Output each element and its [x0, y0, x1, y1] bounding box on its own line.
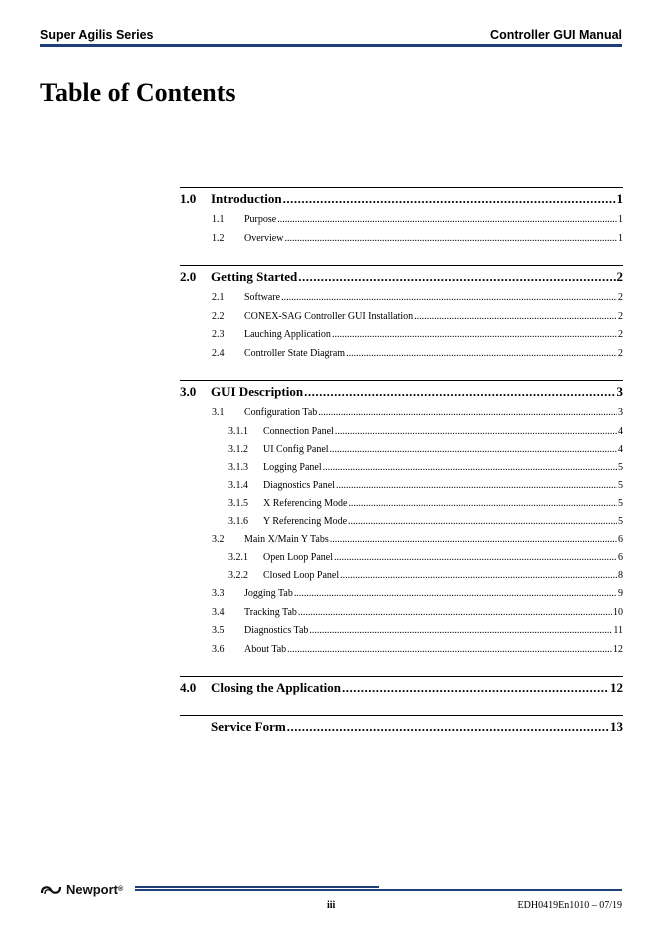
- toc-entry-title: Jogging Tab: [244, 588, 293, 599]
- toc-entry-page: 2: [618, 329, 623, 340]
- toc-dot-leader: [298, 269, 615, 285]
- toc-entry-title: Diagnostics Panel: [263, 479, 335, 491]
- toc-entry-page: 4: [618, 443, 623, 455]
- toc-entry-number: 2.3: [212, 329, 225, 340]
- newport-logo-text: Newport: [66, 882, 118, 897]
- toc-entry[interactable]: [180, 570, 623, 588]
- toc-dot-leader: [294, 588, 617, 599]
- toc-entry-page: 2: [618, 292, 623, 303]
- toc-dot-leader: [287, 644, 612, 655]
- toc-entry[interactable]: [180, 607, 623, 626]
- toc-entry-page: 6: [618, 533, 623, 545]
- toc-entry-number: 3.1.6: [228, 515, 248, 527]
- toc-entry[interactable]: [180, 498, 623, 516]
- footer-rule-upper: [135, 886, 379, 888]
- toc-entry-number: 3.6: [212, 643, 225, 655]
- toc-entry-page: 3: [618, 407, 623, 418]
- toc-dot-leader: [330, 534, 617, 545]
- toc-entry-number: 3.1.1: [228, 425, 248, 437]
- toc-entry-title: Y Referencing Mode: [263, 515, 348, 527]
- toc-entry-number: 3.1.3: [228, 461, 248, 473]
- toc-section-heading[interactable]: [180, 719, 623, 740]
- toc-dot-leader: [346, 348, 617, 359]
- toc-entry-title: Diagnostics Tab: [244, 625, 309, 636]
- toc-entry-number: 3.1.5: [228, 497, 248, 509]
- toc-entry-page: 5: [618, 461, 623, 473]
- toc-entry-page: 4: [618, 425, 623, 437]
- toc-entry[interactable]: [180, 311, 623, 330]
- toc-entry-page: 5: [618, 479, 623, 491]
- toc-entry-number: 1.2: [212, 232, 225, 244]
- toc-entry-title: Open Loop Panel: [263, 552, 333, 563]
- toc-entry-number: 3.5: [212, 625, 225, 636]
- toc-entry-page: 5: [618, 515, 623, 527]
- toc-section-heading[interactable]: [180, 680, 623, 701]
- toc-dot-leader: [348, 498, 617, 509]
- toc-entry[interactable]: [180, 292, 623, 311]
- footer-page-number: iii: [327, 900, 336, 911]
- toc-section: [180, 676, 623, 701]
- toc-entry-number: 2.0: [180, 269, 197, 284]
- toc-entry-title: Introduction: [211, 191, 282, 206]
- toc-entry[interactable]: [180, 214, 623, 233]
- toc-entry[interactable]: [180, 588, 623, 607]
- toc-entry[interactable]: [180, 233, 623, 252]
- toc-entry-number: 3.4: [212, 606, 225, 618]
- toc-section: [180, 187, 623, 251]
- toc-entry[interactable]: [180, 462, 623, 480]
- toc-section: [180, 380, 623, 662]
- toc-entry-title: Service Form: [211, 719, 286, 734]
- toc-entry-number: 3.1.2: [228, 443, 248, 455]
- toc-dot-leader: [330, 444, 617, 455]
- toc-entry-number: 1.0: [180, 191, 197, 206]
- toc-dot-leader: [284, 233, 617, 244]
- toc-dot-leader: [304, 384, 615, 400]
- toc-entry-title: Lauching Application: [244, 329, 331, 340]
- toc-entry-page: 12: [610, 680, 623, 695]
- toc-dot-leader: [298, 607, 612, 618]
- toc-entry-page: 6: [618, 552, 623, 563]
- toc-dot-leader: [414, 311, 617, 322]
- toc-entry-page: 2: [616, 269, 623, 284]
- toc-entry-page: 5: [618, 497, 623, 509]
- header-rule: [40, 44, 622, 47]
- toc-entry-number: 3.3: [212, 588, 225, 599]
- toc-dot-leader: [323, 462, 617, 473]
- toc-entry-page: 3: [616, 384, 623, 399]
- toc-entry[interactable]: [180, 516, 623, 534]
- toc-entry-page: 1: [616, 191, 623, 206]
- toc-entry-number: 3.2: [212, 533, 225, 545]
- toc-entry-page: 2: [618, 310, 623, 322]
- toc-dot-leader: [335, 426, 617, 437]
- toc-entry-number: 3.0: [180, 384, 197, 399]
- toc-entry[interactable]: [180, 329, 623, 348]
- toc-entry[interactable]: [180, 426, 623, 444]
- toc-entry-number: 2.2: [212, 310, 225, 322]
- toc-entry-number: 3.2.1: [228, 552, 248, 563]
- toc-entry-title: GUI Description: [211, 384, 304, 399]
- toc-entry-page: 9: [618, 588, 623, 599]
- footer-document-id: EDH0419En1010 – 07/19: [517, 900, 622, 911]
- toc-section: [180, 715, 623, 740]
- toc-entry[interactable]: [180, 480, 623, 498]
- toc-dot-leader: [283, 191, 616, 207]
- registered-mark: ®: [118, 886, 124, 893]
- toc-section-heading[interactable]: [180, 269, 623, 290]
- toc-entry[interactable]: [180, 552, 623, 570]
- toc-entry-title: Getting Started: [211, 269, 298, 284]
- toc-entry-page: 1: [618, 214, 623, 225]
- toc-dot-leader: [281, 292, 617, 303]
- toc-entry-title: Logging Panel: [263, 461, 322, 473]
- toc-dot-leader: [334, 552, 617, 563]
- toc-entry-page: 2: [618, 347, 623, 359]
- toc-entry-title: X Referencing Mode: [263, 497, 348, 509]
- newport-logo: [40, 882, 123, 897]
- toc-entry-title: About Tab: [244, 643, 287, 655]
- toc-entry-number: 4.0: [180, 680, 197, 695]
- toc-entry-number: 2.1: [212, 292, 225, 303]
- toc-dot-leader: [340, 570, 617, 581]
- toc-section-heading[interactable]: [180, 191, 623, 212]
- header-manual-name: Controller GUI Manual: [490, 28, 622, 42]
- toc-dot-leader: [309, 625, 612, 636]
- toc-dot-leader: [277, 214, 617, 225]
- header-series-name: Super Agilis Series: [40, 28, 154, 42]
- toc-entry[interactable]: [180, 407, 623, 426]
- toc-entry-page: 1: [618, 232, 623, 244]
- toc-entry-title: UI Config Panel: [263, 443, 329, 455]
- toc-entry-title: Controller State Diagram: [244, 347, 346, 359]
- toc-entry-title: Closed Loop Panel: [263, 570, 340, 581]
- newport-swirl-icon: [40, 884, 62, 896]
- toc-entry-page: 8: [618, 570, 623, 581]
- toc-entry-number: 3.1: [212, 407, 225, 418]
- toc-entry-number: 3.2.2: [228, 570, 248, 581]
- toc-entry[interactable]: [180, 444, 623, 462]
- toc-entry-title: Configuration Tab: [244, 407, 318, 418]
- toc-entry-title: Connection Panel: [263, 425, 334, 437]
- table-of-contents: [180, 187, 623, 754]
- toc-dot-leader: [287, 719, 609, 735]
- toc-dot-leader: [332, 329, 617, 340]
- toc-entry-page: 10: [613, 606, 623, 618]
- toc-entry-title: Software: [244, 292, 281, 303]
- toc-entry-title: Purpose: [244, 214, 277, 225]
- toc-entry-number: 2.4: [212, 347, 225, 359]
- toc-entry-page: 11: [613, 625, 623, 636]
- toc-entry-number: 3.1.4: [228, 479, 248, 491]
- toc-entry-title: Closing the Application: [211, 680, 342, 695]
- toc-section: [180, 265, 623, 366]
- toc-entry-title: Tracking Tab: [244, 606, 297, 618]
- toc-entry-page: 13: [610, 719, 623, 734]
- toc-entry[interactable]: [180, 625, 623, 644]
- toc-entry[interactable]: [180, 644, 623, 663]
- toc-entry[interactable]: [180, 348, 623, 367]
- toc-dot-leader: [318, 407, 617, 418]
- footer-rule-lower: [135, 889, 622, 891]
- page-title: Table of Contents: [40, 78, 236, 107]
- toc-entry-title: Main X/Main Y Tabs: [244, 533, 329, 545]
- toc-entry[interactable]: [180, 534, 623, 553]
- toc-dot-leader: [348, 516, 617, 527]
- toc-dot-leader: [342, 680, 609, 696]
- toc-entry-title: Overview: [244, 232, 284, 244]
- toc-section-heading[interactable]: [180, 384, 623, 405]
- toc-entry-page: 12: [613, 643, 623, 655]
- toc-dot-leader: [336, 480, 617, 491]
- toc-entry-title: CONEX-SAG Controller GUI Installation: [244, 310, 414, 322]
- toc-entry-number: 1.1: [212, 214, 225, 225]
